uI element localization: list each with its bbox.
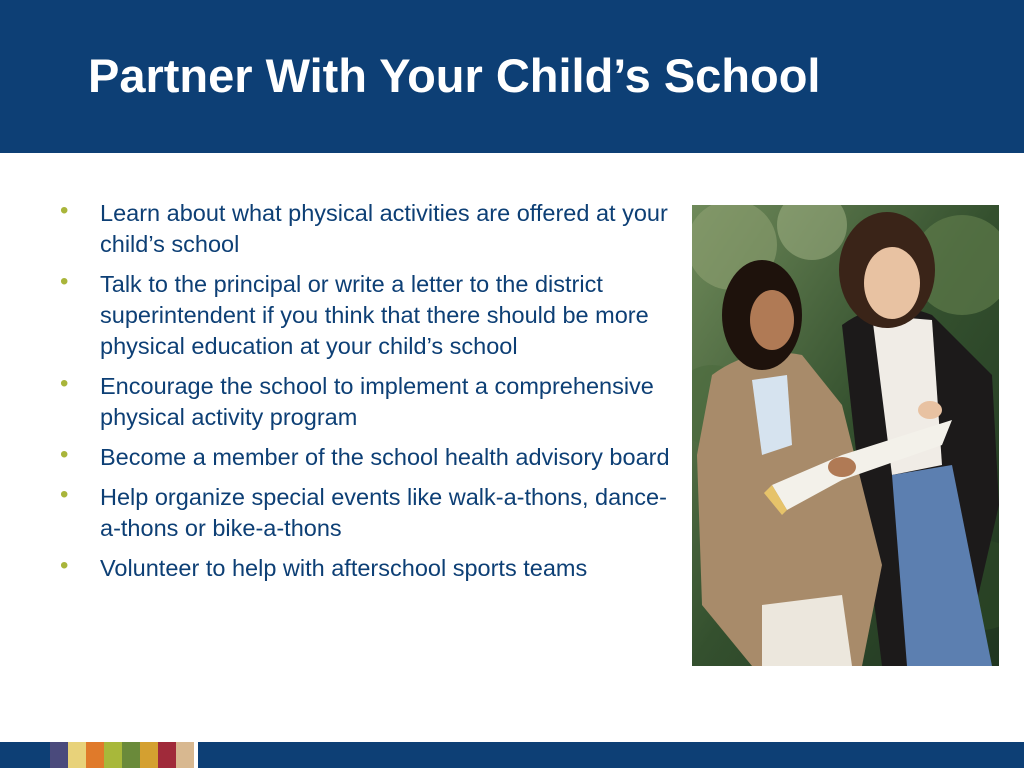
bullet-icon: • xyxy=(60,441,69,468)
header-bar xyxy=(0,0,1024,153)
bullet-icon: • xyxy=(60,552,69,579)
swatch-gap xyxy=(194,742,198,768)
swatch xyxy=(122,742,140,768)
bullet-item xyxy=(60,371,680,433)
bullet-icon: • xyxy=(60,197,69,224)
bullet-icon: • xyxy=(60,268,69,295)
bullet-item xyxy=(60,269,680,362)
bullet-text: Become a member of the school health advisory board xyxy=(100,444,670,470)
bullet-item xyxy=(60,482,680,544)
swatch xyxy=(104,742,122,768)
swatch xyxy=(176,742,194,768)
swatch xyxy=(158,742,176,768)
swatch xyxy=(86,742,104,768)
bullet-item xyxy=(60,553,680,584)
footer-color-swatches xyxy=(50,742,198,768)
photo-two-women-reading xyxy=(692,205,999,666)
bullet-text: Learn about what physical activities are offered at your child’s school xyxy=(100,200,668,257)
bullet-list xyxy=(60,198,680,593)
bullet-text: Encourage the school to implement a comprehensive physical activity program xyxy=(100,373,654,430)
swatch xyxy=(140,742,158,768)
bullet-icon: • xyxy=(60,481,69,508)
photo-illustration xyxy=(692,205,999,666)
bullet-item xyxy=(60,442,680,473)
slide-title: Partner With Your Child’s School xyxy=(88,49,821,102)
swatch xyxy=(68,742,86,768)
bullet-text: Talk to the principal or write a letter to the district superintendent if you think that there should be more physical education at your child’s school xyxy=(100,271,649,359)
bullet-icon: • xyxy=(60,370,69,397)
swatch xyxy=(50,742,68,768)
bullet-text: Help organize special events like walk-a-thons, dance-a-thons or bike-a-thons xyxy=(100,484,667,541)
bullet-item xyxy=(60,198,680,260)
bullet-text: Volunteer to help with afterschool sports teams xyxy=(100,555,588,581)
